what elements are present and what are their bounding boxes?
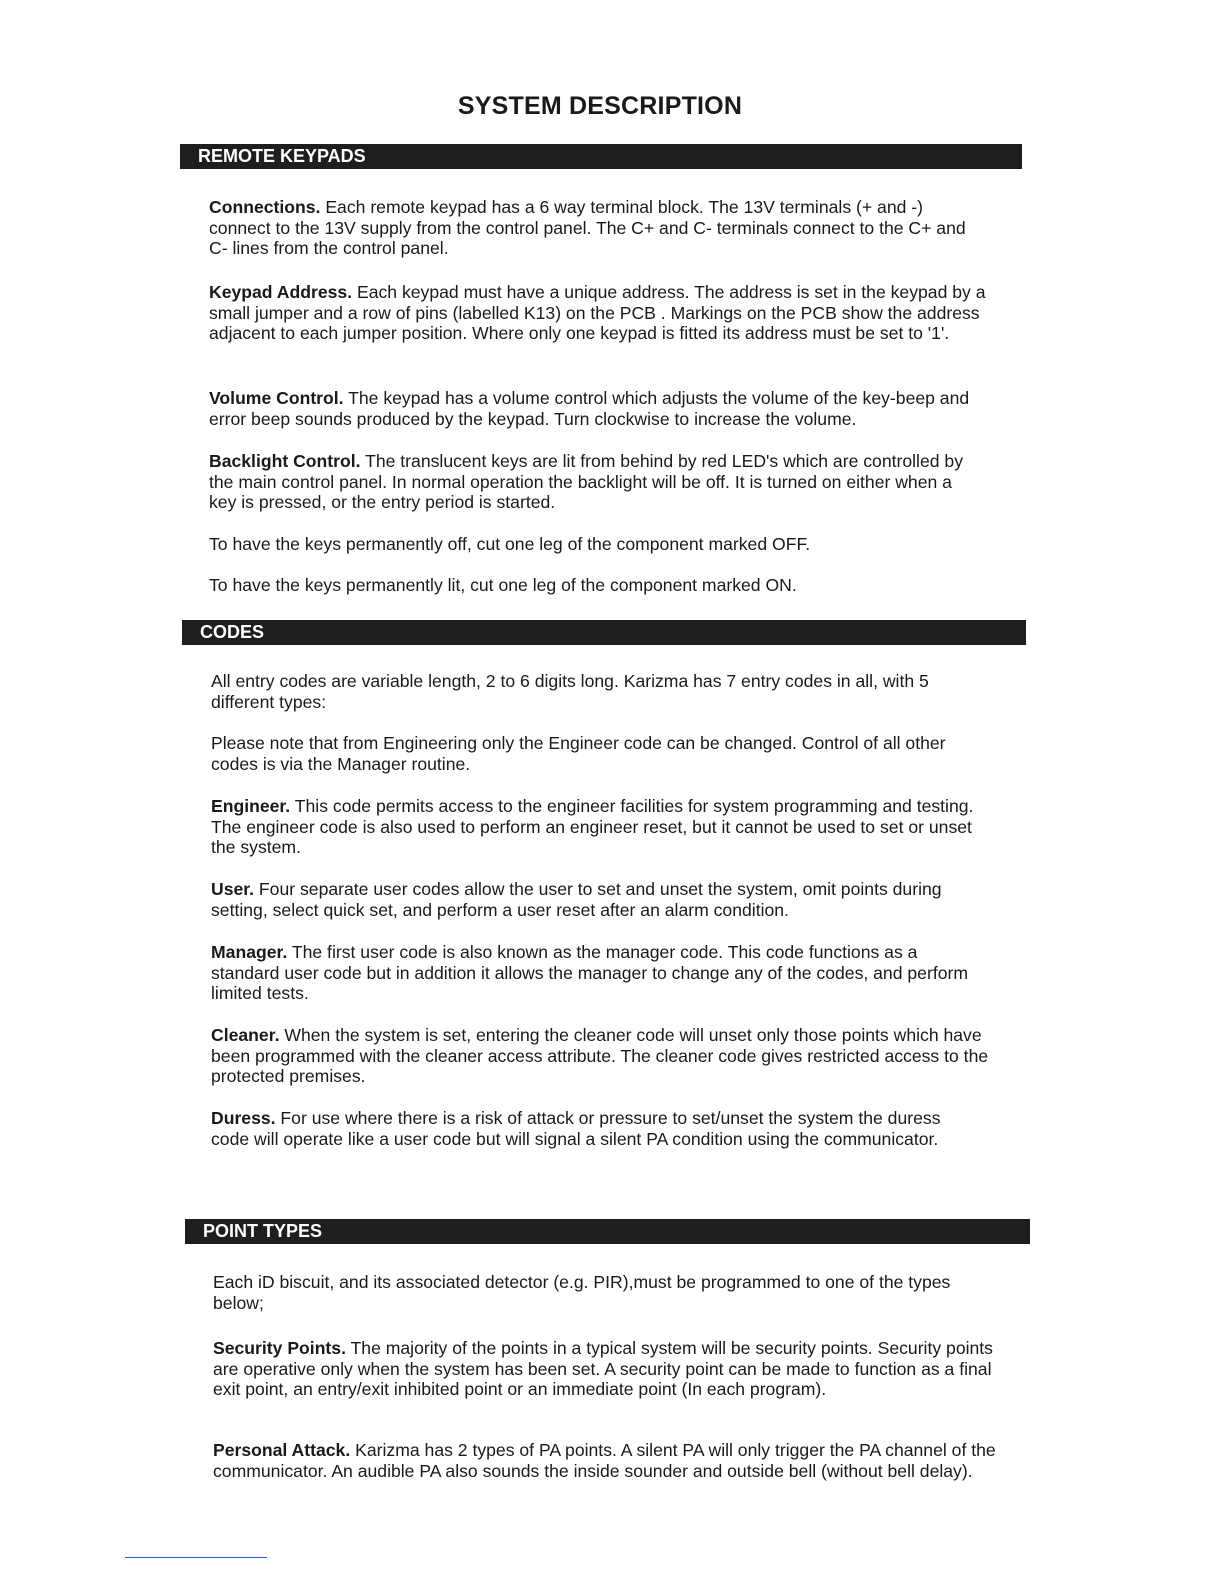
paragraph-cleaner <box>211 1025 1001 1087</box>
paragraph-engineer <box>211 796 991 858</box>
term-user: User. <box>211 879 255 899</box>
term-security-points: Security Points. <box>213 1338 346 1358</box>
paragraph-security-points <box>213 1338 1003 1400</box>
section-heading-codes: CODES <box>182 620 1026 645</box>
footer-divider <box>125 1557 267 1558</box>
text-keypad-address: Each keypad must have a unique address. The address is set in the keypad by a small jumper and a row of pins (labelled K13) on the PCB . Markings on the PCB show the address adjacent to each jumper position. Where only one keypad is fitted its address must be set to '1'. <box>209 282 986 343</box>
paragraph-backlight-control <box>209 451 979 513</box>
paragraph-duress <box>211 1108 941 1149</box>
term-connections: Connections. <box>209 197 321 217</box>
term-volume-control: Volume Control. <box>209 388 344 408</box>
term-backlight-control: Backlight Control. <box>209 451 361 471</box>
text-connections: Each remote keypad has a 6 way terminal block. The 13V terminals (+ and -) connect to the 13V supply from the control panel. The C+ and C- terminals connect to the C+ and C- lines from the control panel. <box>209 197 966 258</box>
text-manager: The first user code is also known as the manager code. This code functions as a standard user code but in addition it allows the manager to change any of the codes, and perform limited tests. <box>211 942 969 1003</box>
text-duress: For use where there is a risk of attack or pressure to set/unset the system the duress code will operate like a user code but will signal a silent PA condition using the communicator. <box>211 1108 941 1149</box>
text-keys-off: To have the keys permanently off, cut one leg of the component marked OFF. <box>209 534 811 554</box>
term-manager: Manager. <box>211 942 288 962</box>
paragraph-codes-intro <box>211 671 981 712</box>
text-codes-intro: All entry codes are variable length, 2 to 6 digits long. Karizma has 7 entry codes in all, with 5 different types: <box>211 671 929 712</box>
term-cleaner: Cleaner. <box>211 1025 280 1045</box>
text-cleaner: When the system is set, entering the cleaner code will unset only those points which have been programmed with the cleaner access attribute. The cleaner code gives restricted access to the protected premises. <box>211 1025 989 1086</box>
paragraph-point-types-intro <box>213 1272 963 1313</box>
section-heading-remote-keypads: REMOTE KEYPADS <box>180 144 1022 169</box>
paragraph-keys-off <box>209 534 989 555</box>
paragraph-manager <box>211 942 981 1004</box>
term-duress: Duress. <box>211 1108 276 1128</box>
term-keypad-address: Keypad Address. <box>209 282 353 302</box>
term-personal-attack: Personal Attack. <box>213 1440 351 1460</box>
text-security-points: The majority of the points in a typical system will be security points. Security points are operative only when the system has been set. A security point can be made to function as a final exit point, an entry/exit inhibited point or an immediate point (In each program). <box>213 1338 993 1399</box>
section-heading-point-types: POINT TYPES <box>185 1219 1030 1244</box>
text-keys-on: To have the keys permanently lit, cut one leg of the component marked ON. <box>209 575 797 595</box>
paragraph-codes-note <box>211 733 971 774</box>
paragraph-user <box>211 879 951 920</box>
text-point-types-intro: Each iD biscuit, and its associated detector (e.g. PIR),must be programmed to one of the types below; <box>213 1272 951 1313</box>
paragraph-keys-on <box>209 575 989 596</box>
paragraph-personal-attack <box>213 1440 1003 1481</box>
term-engineer: Engineer. <box>211 796 291 816</box>
text-personal-attack: Karizma has 2 types of PA points. A silent PA will only trigger the PA channel of the communicator. An audible PA also sounds the inside sounder and outside bell (without bell delay). <box>213 1440 996 1481</box>
text-engineer: This code permits access to the engineer facilities for system programming and testing. The engineer code is also used to perform an engineer reset, but it cannot be used to set or unset the system. <box>211 796 974 857</box>
text-volume-control: The keypad has a volume control which adjusts the volume of the key-beep and error beep sounds produced by the keypad. Turn clockwise to increase the volume. <box>209 388 970 429</box>
text-user: Four separate user codes allow the user to set and unset the system, omit points during setting, select quick set, and perform a user reset after an alarm condition. <box>211 879 942 920</box>
paragraph-keypad-address <box>209 282 989 344</box>
text-backlight-control: The translucent keys are lit from behind by red LED's which are controlled by the main control panel. In normal operation the backlight will be off. It is turned on either when a key is pressed, or the entry period is started. <box>209 451 964 512</box>
paragraph-connections <box>209 197 984 259</box>
page-title: SYSTEM DESCRIPTION <box>457 92 743 120</box>
text-codes-note: Please note that from Engineering only the Engineer code can be changed. Control of all other codes is via the Manager routine. <box>211 733 946 774</box>
paragraph-volume-control <box>209 388 999 429</box>
